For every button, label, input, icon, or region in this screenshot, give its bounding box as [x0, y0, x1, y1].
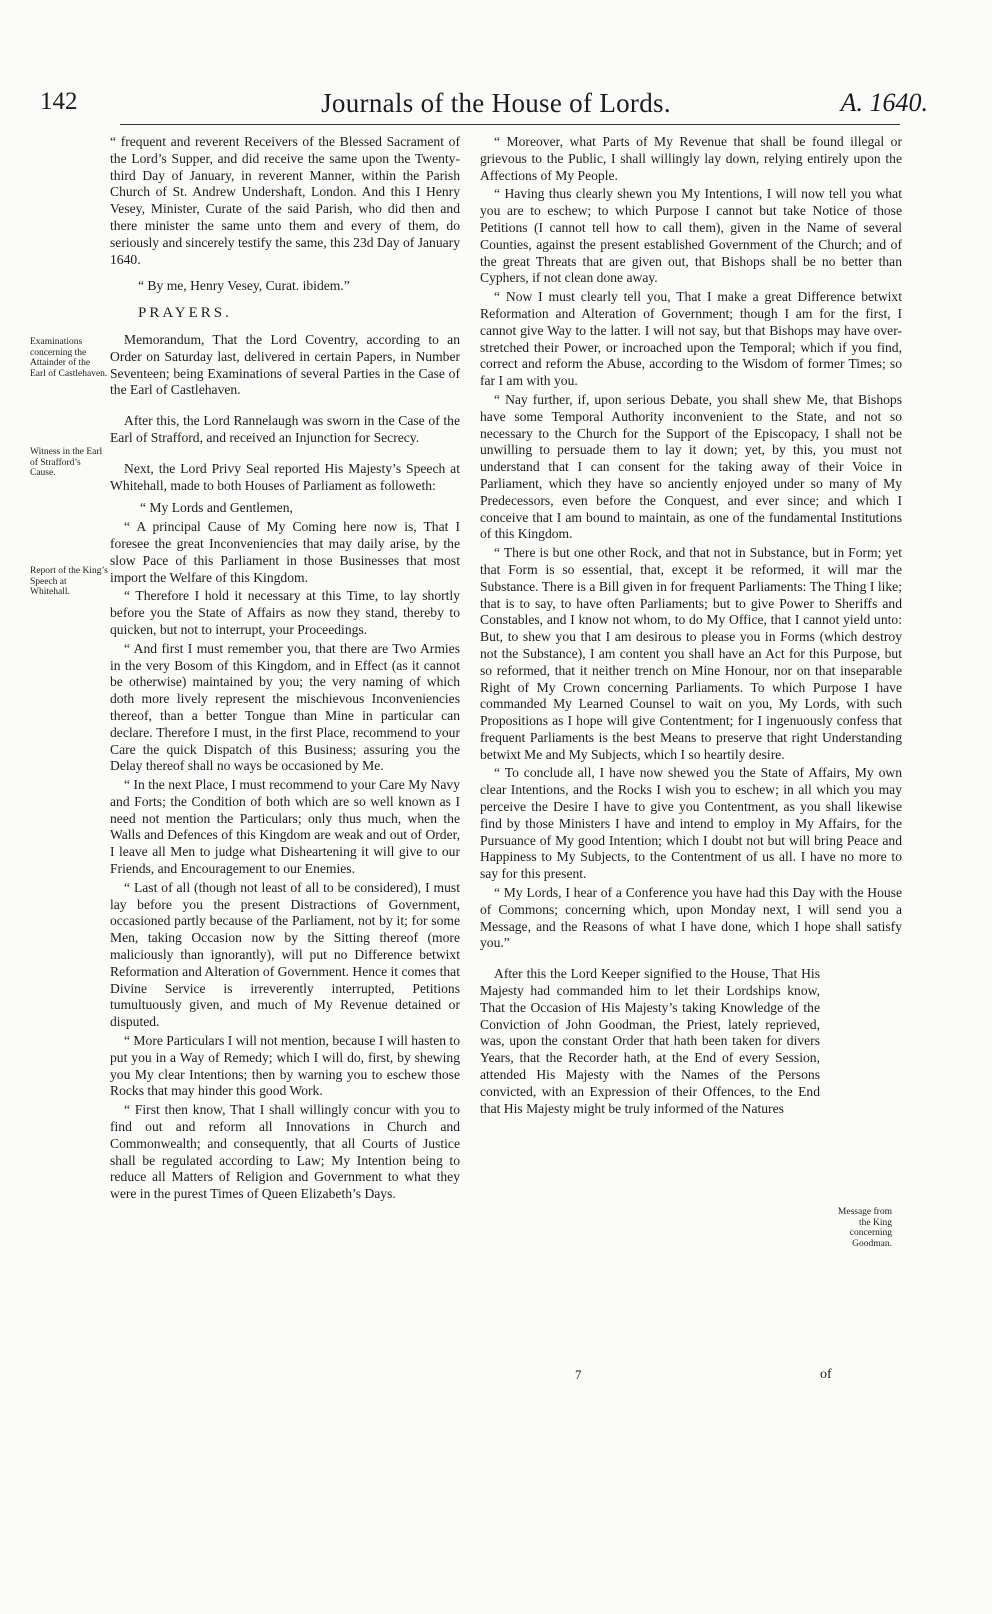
left-column [110, 134, 460, 1205]
paragraph: “ More Particulars I will not mention, because I will hasten to put you in a Way of Remedy; which I will do, first, by shewing you My clear Intentions; then by warning you to eschew those Rocks that may hinder this good Work. [110, 1033, 460, 1099]
paragraph: “ Nay further, if, upon serious Debate, you shall shew Me, that Bishops have some Temporal Authority inconvenient to the State, and not so necessary to the Church for the Support of the Episcopacy, I shall not be unwilling to persuade them to lay it down; yet, by this, you must not understand that I can consent for the taking away of their Voice in Parliament, which they have so anciently enjoyed under so many of My Predecessors, even before the Conquest, and ever since; and which I conceive that I am bound to maintain, as one of the fundamental Institutions of this Kingdom. [480, 391, 902, 542]
paragraph: After this the Lord Keeper signified to the House, That His Majesty had commanded him to let their Lordships know, That the Occasion of His Majesty’s taking Knowledge of the Conviction of John Goodman, the Priest, lately reprieved, was, upon the constant Order that hath been taken for divers Years, that the Recorder hath, at the End of every Session, attended His Majesty with the Names of the Persons convicted, with an Expression of their Offences, to the End that His Majesty might be truly informed of the Natures [480, 966, 820, 1116]
paragraph: “ My Lords, I hear of a Conference you have had this Day with the House of Commons; concerning which, upon Monday next, I will send you a Message, and the Reasons of what I have done, which I hope shall satisfy you.” [480, 885, 902, 951]
margin-note: Examinations concerning the Attainder of the Earl of Castlehaven. [30, 337, 108, 379]
header-rule [120, 124, 900, 125]
running-title: Journals of the House of Lords. [321, 88, 671, 118]
margin-note: Witness in the Earl of Strafford’s Cause. [30, 447, 103, 479]
paragraph: After this, the Lord Rannelaugh was sworn in the Case of the Earl of Strafford, and received an Injunction for Secrecy. [110, 413, 460, 445]
page-header [0, 88, 992, 128]
page-number: 142 [40, 88, 78, 115]
paragraph: “ First then know, That I shall willingly concur with you to find out and reform all Innovations in Church and Commonwealth; and consequently, that all Courts of Justice shall be regulated according to Law; My Intention being to reduce all Matters of Religion and Government to what they were in the purest Times of Queen Elizabeth’s Days. [110, 1102, 460, 1202]
paragraph: “ In the next Place, I must recommend to your Care My Navy and Forts; the Condition of both which are so well known as I need not mention the Particulars; only thus much, when the Walls and Defences of this Kingdom are weak and out of Order, I leave all Men to judge what Disheartening it will give to our Friends, and Encouragement to our Enemies. [110, 777, 460, 877]
margin-note: Message from the King concerning Goodman. [837, 1207, 892, 1249]
salutation: “ My Lords and Gentlemen, [140, 500, 293, 516]
signature-mark: 7 [575, 1367, 582, 1382]
paragraph: “ Now I must clearly tell you, That I make a great Difference betwixt Reformation and Alteration of Government; though I am for the first, I cannot give Way to the latter. I will not say, but that Bishops may have over-stretched their Power, or incroached upon the Temporal; which if you find, correct and reform the Abuse, according to the Wisdom of former Times; so far I am with you. [480, 289, 902, 389]
paragraph: “ frequent and reverent Receivers of the Blessed Sacrament of the Lord’s Supper, and did receive the same upon the Twenty-third Day of January, in reverent Manner, within the Parish Church of St. Andrew Undershaft, London. And this I Henry Vesey, Minister, Curate of the said Parish, who did then and there minister the same unto them and every of them, do seriously and sincerely testify the same, this 23d Day of January 1640. [110, 134, 460, 267]
paragraph: “ Last of all (though not least of all to be considered), I must lay before you the present Distractions of Government, occasioned partly because of the Parliament, not by it; for some Men, taking Occasion now by the Sitting thereof (more maliciously than ignorantly), will put no Difference betwixt Reformation and Alteration of Government. Hence it comes that Divine Service is irreverently interrupted, Petitions tumultuously given, and much of My Revenue detained or disputed. [110, 879, 460, 1030]
catchword: of [820, 1367, 832, 1382]
paragraph: “ Moreover, what Parts of My Revenue that shall be found illegal or grievous to the Public, I shall willingly lay down, relying entirely upon the Affections of My People. [480, 134, 902, 183]
paragraph: “ And first I must remember you, that there are Two Armies in the very Bosom of this Kingdom, and in Effect (as it cannot be otherwise) maintained by you; the very naming of which doth more lively represent the mischievous Inconveniencies thereof, than a better Tongue than Mine in particular can declare. Therefore I must, in the first Place, recommend to your Care the quick Dispatch of this Business; assuring you the Delay thereof shall no ways be occasioned by Me. [110, 640, 460, 774]
right-column [480, 134, 902, 1119]
paragraph: Next, the Lord Privy Seal reported His Majesty’s Speech at Whitehall, made to both Houses of Parliament as followeth: [110, 460, 460, 493]
paragraph: “ A principal Cause of My Coming here now is, That I foresee the great Inconveniencies that may daily arise, by the slow Pace of this Parliament in those Businesses that most import the Welfare of this Kingdom. [110, 519, 460, 585]
year-label: A. 1640. [840, 88, 928, 117]
paragraph: Memorandum, That the Lord Coventry, according to an Order on Saturday last, delivered in certain Papers, in Number Seventeen; being Examinations of several Parties in the Case of the Earl of Castlehaven. [110, 331, 460, 398]
paragraph: “ To conclude all, I have now shewed you the State of Affairs, My own clear Intentions, and the Rocks I wish you to eschew; in all which you may perceive the Desire I have to give you Contentment, as you shall likewise find by those Ministers I have and intend to employ in My Affairs, for the Pursuance of My good Intention; which I doubt not but will bring Peace and Happiness to My Subjects, to the Contentment of us all. I have no more to say for this present. [480, 765, 902, 882]
section-heading: PRAYERS. [138, 305, 232, 322]
margin-note: Report of the King’s Speech at Whitehall. [30, 566, 108, 598]
paragraph: “ Therefore I hold it necessary at this Time, to lay shortly before you the State of Affairs as now they stand, thereby to quicken, but not to interrupt, your Proceedings. [110, 588, 460, 637]
signature-line: “ By me, Henry Vesey, Curat. ibidem.” [138, 278, 350, 294]
paragraph: “ There is but one other Rock, and that not in Substance, but in Form; yet that Form is so essential, that, except it be reformed, it will mar the Substance. There is a Bill given in for frequent Parliaments: The Thing I like; that is to say, to have often Parliaments; but to give Power to Sheriffs and Constables, and I know not whom, to do My Office, that I cannot yield unto: But, to shew you that I am desirous to please you in Forms (which destroy not the Substance), I am content you shall have an Act for this Purpose, but so reformed, that it neither trench on Mine Honour, nor on that inseparable Right of My Crown concerning Parliaments. To which Purpose I have commanded My Learned Counsel to wait on you, My Lords, with such Propositions as I hope will give Contentment; for I ingenuously confess that frequent Parliaments is the best Means to preserve that right Understanding betwixt Me and My Subjects, which I so heartily desire. [480, 545, 902, 762]
paragraph: “ Having thus clearly shewn you My Intentions, I will now tell you what you are to eschew; to which Purpose I cannot but take Notice of those Petitions (I cannot tell how to call them), given in the Name of several Counties, against the present established Government of the Church; and of the great Threats that are given out, that Bishops shall be no better than Cyphers, if not clean done away. [480, 186, 902, 286]
